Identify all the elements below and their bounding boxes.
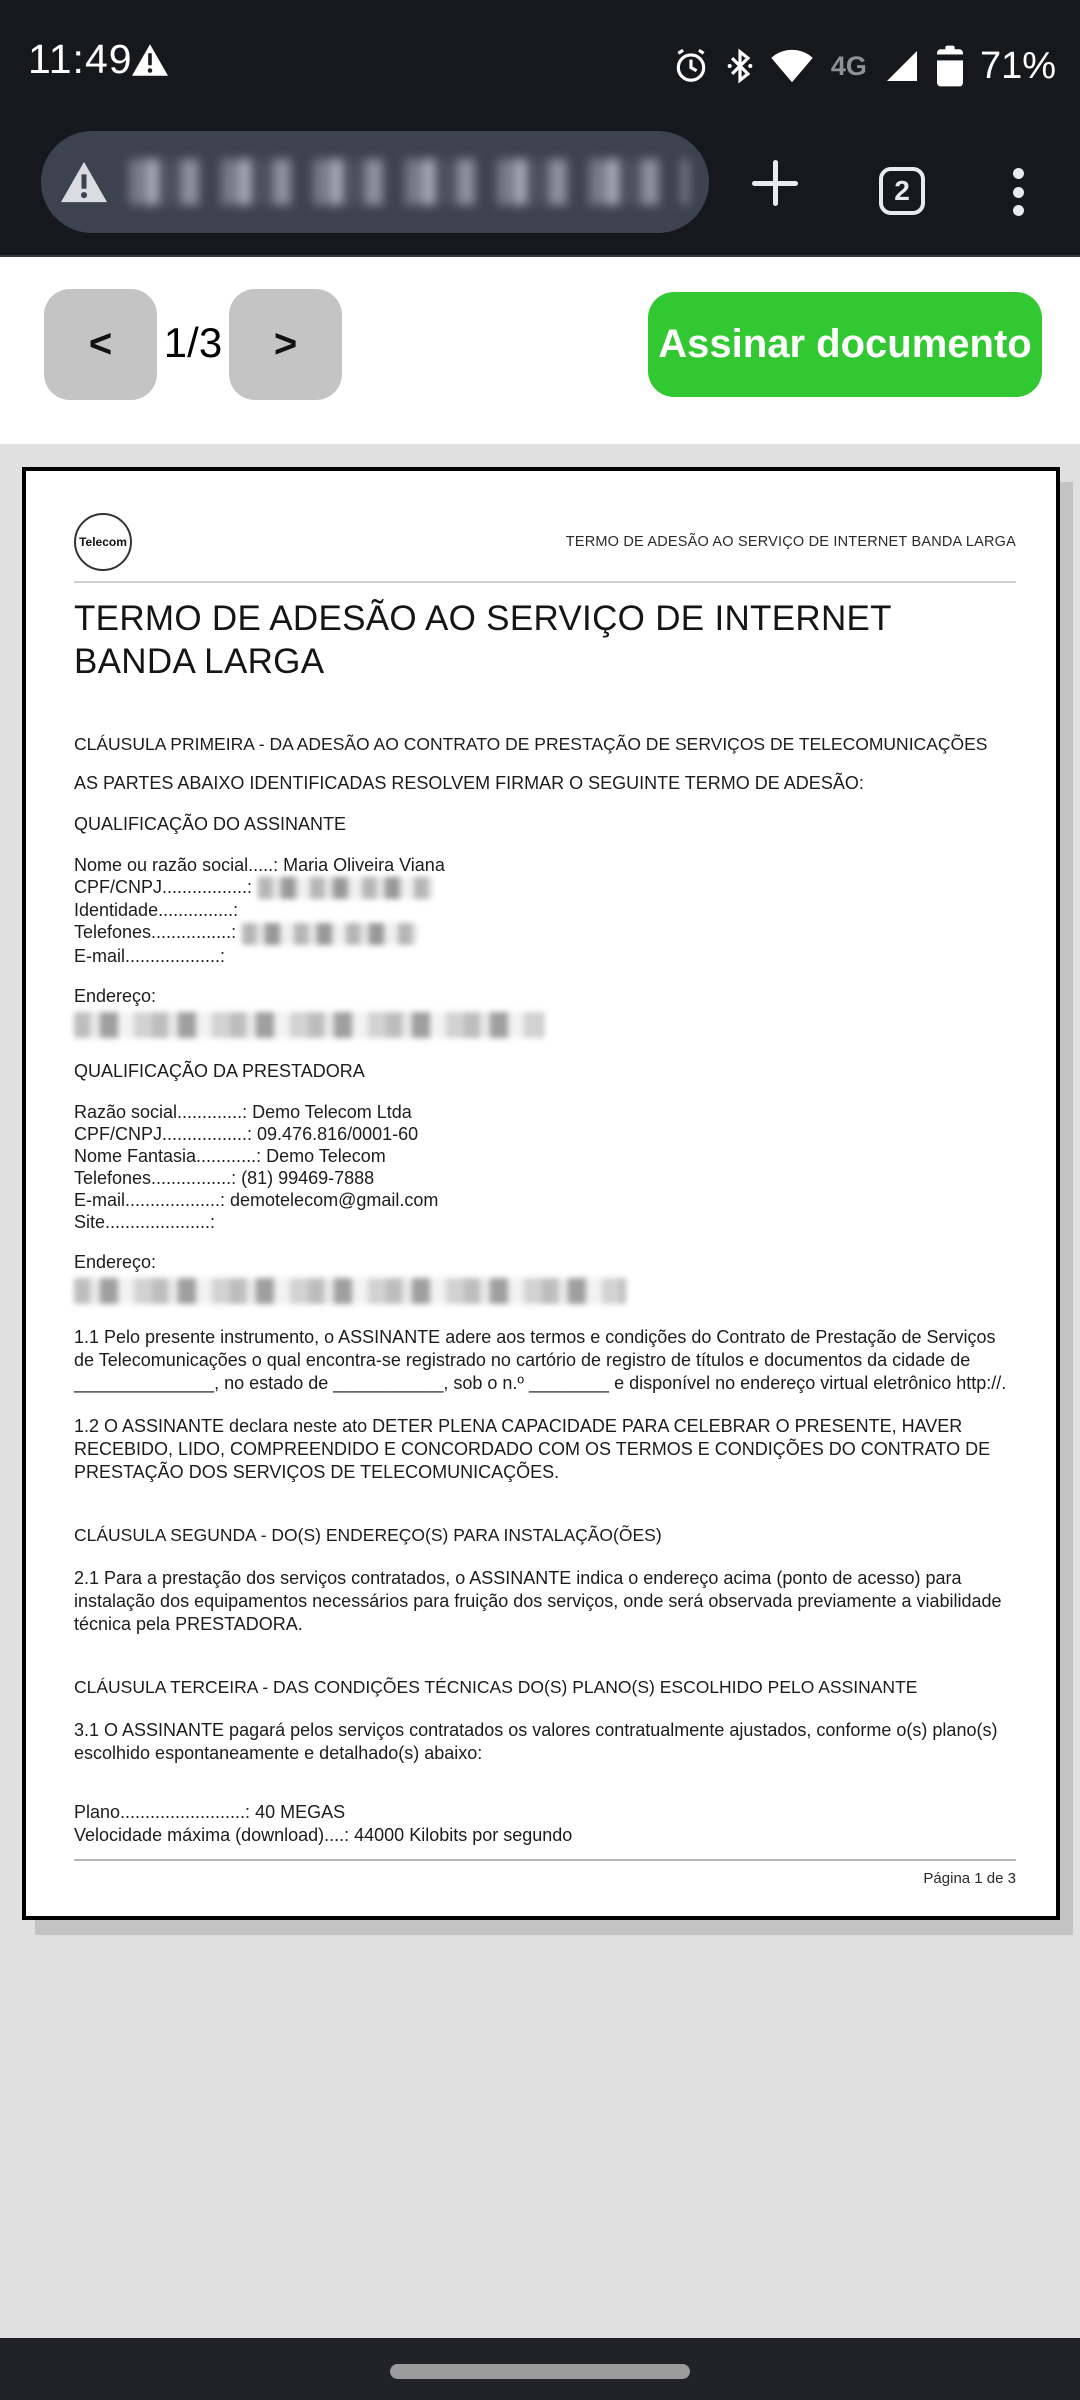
plan-details (74, 1801, 1016, 1847)
browser-chrome (0, 0, 1080, 257)
wifi-icon (770, 48, 814, 84)
signal-strength-icon (884, 48, 920, 84)
provider-heading: QUALIFICAÇÃO DA PRESTADORA (74, 1060, 365, 1081)
page-indicator: 1/3 (163, 319, 223, 366)
redacted-provider-address (74, 1278, 626, 1304)
footer-divider (74, 1859, 1016, 1861)
subscriber-name-line: Nome ou razão social.....: Maria Oliveira Viana (74, 855, 445, 875)
battery-icon (937, 45, 963, 87)
redacted-phone-value (242, 923, 417, 945)
alarm-icon (672, 47, 710, 85)
paragraph-3-1: 3.1 O ASSINANTE pagará pelos serviços contratados os valores contratualmente ajustados, conforme o(s) plano(s) escolhido espontaneamente e detalhado(s) abaixo: (74, 1719, 998, 1763)
home-indicator[interactable] (390, 2364, 690, 2379)
document-toolbar (0, 257, 1080, 444)
subscriber-address-label: Endereço: (74, 985, 157, 1006)
clause-1-heading: CLÁUSULA PRIMEIRA - DA ADESÃO AO CONTRATO DE PRESTAÇÃO DE SERVIÇOS DE TELECOMUNICAÇÕES (74, 734, 988, 754)
sign-document-button[interactable]: Assinar documento (648, 292, 1042, 397)
provider-company-line: Razão social.............: Demo Telecom Ltda (74, 1101, 412, 1122)
next-page-button[interactable] (229, 289, 342, 400)
subscriber-phones-line: Telefones................: (74, 921, 1016, 944)
system-navigation-bar (0, 2338, 1080, 2400)
network-type-label: 4G (830, 50, 867, 81)
telecom-logo (74, 513, 132, 571)
provider-address-label: Endereço: (74, 1251, 157, 1272)
logo-text: Telecom (79, 534, 127, 549)
url-text-redacted (129, 159, 689, 205)
next-arrow-icon: > (273, 322, 298, 366)
subscriber-identity-line: Identidade...............: (74, 900, 239, 921)
clause-2-heading: CLÁUSULA SEGUNDA - DO(S) ENDEREÇO(S) PARA INSTALAÇÃO(ÕES) (74, 1524, 662, 1545)
previous-arrow-icon: < (88, 322, 113, 366)
site-warning-icon[interactable] (61, 161, 107, 203)
header-divider (74, 581, 1016, 583)
document-page (22, 467, 1060, 1920)
provider-phones-line: Telefones................: (81) 99469-7888 (74, 1167, 375, 1188)
document-content (26, 471, 1056, 1890)
notification-warning-icon (132, 44, 168, 76)
provider-email-line: E-mail...................: demotelecom@gmail.com (74, 1189, 439, 1210)
redacted-subscriber-address (74, 1012, 544, 1038)
paragraph-2-1: 2.1 Para a prestação dos serviços contratados, o ASSINANTE indica o endereço acima (ponto de acesso) para instalação dos equipamentos necessários para fruição dos serviços, onde será observada previamente a viabilidade técnica pela PRESTADORA. (74, 1567, 1002, 1634)
provider-trade-name-line: Nome Fantasia............: Demo Telecom (74, 1145, 386, 1166)
tab-count: 2 (894, 175, 910, 206)
plan-line: Plano.........................: 40 MEGAS (74, 1801, 346, 1822)
new-tab-button[interactable] (748, 156, 802, 210)
paragraph-1-2: 1.2 O ASSINANTE declara neste ato DETER PLENA CAPACIDADE PARA CELEBRAR O PRESENTE, HAVER RECEBIDO, LIDO, COMPREENDIDO E CONCORDADO COM OS TERMOS E CONDIÇÕES DO CONTRATO DE PRESTAÇÃO DOS SERVIÇOS DE TELECOMUNICAÇÕES. (74, 1415, 991, 1482)
redacted-cpf-value (258, 877, 433, 899)
subscriber-cpf-line: CPF/CNPJ.................: (74, 876, 1016, 899)
subscriber-fields (74, 854, 1016, 967)
document-header (74, 513, 1016, 571)
speed-line: Velocidade máxima (download)....: 44000 Kilobits por segundo (74, 1824, 573, 1845)
clause-3-heading: CLÁUSULA TERCEIRA - DAS CONDIÇÕES TÉCNICAS DO(S) PLANO(S) ESCOLHIDO PELO ASSINANTE (74, 1676, 918, 1697)
address-bar[interactable] (41, 131, 709, 233)
provider-fields (74, 1101, 1016, 1233)
bluetooth-icon (727, 47, 753, 85)
provider-site-line: Site.....................: (74, 1211, 216, 1232)
previous-page-button[interactable] (44, 289, 157, 400)
document-header-title: TERMO DE ADESÃO AO SERVIÇO DE INTERNET BANDA LARGA (565, 533, 1016, 550)
tab-switcher-button[interactable] (879, 167, 925, 215)
document-title: TERMO DE ADESÃO AO SERVIÇO DE INTERNET BANDA LARGA (74, 599, 892, 681)
status-clock: 11:49 (28, 36, 133, 82)
paragraph-1-1: 1.1 Pelo presente instrumento, o ASSINANTE adere aos termos e condições do Contrato de Prestação de Serviços de Telecomunicações o qual encontra-se registrado no cartório de registro de títulos e documentos da cidade de ______________, no estado de ___________, sob o n.º ________ e disponível no endereço virtual eletrônico http://. (74, 1326, 1007, 1393)
provider-cnpj-line: CPF/CNPJ.................: 09.476.816/0001-60 (74, 1123, 419, 1144)
status-bar (0, 36, 1080, 96)
status-icons (672, 36, 1056, 96)
browser-menu-button[interactable] (1010, 168, 1026, 216)
subscriber-heading: QUALIFICAÇÃO DO ASSINANTE (74, 814, 347, 834)
page-number: Página 1 de 3 (923, 1869, 1016, 1887)
parties-line: AS PARTES ABAIXO IDENTIFICADAS RESOLVEM FIRMAR O SEGUINTE TERMO DE ADESÃO: (74, 773, 864, 793)
subscriber-email-line: E-mail...................: (74, 945, 226, 966)
battery-percent-label: 71% (979, 44, 1056, 87)
